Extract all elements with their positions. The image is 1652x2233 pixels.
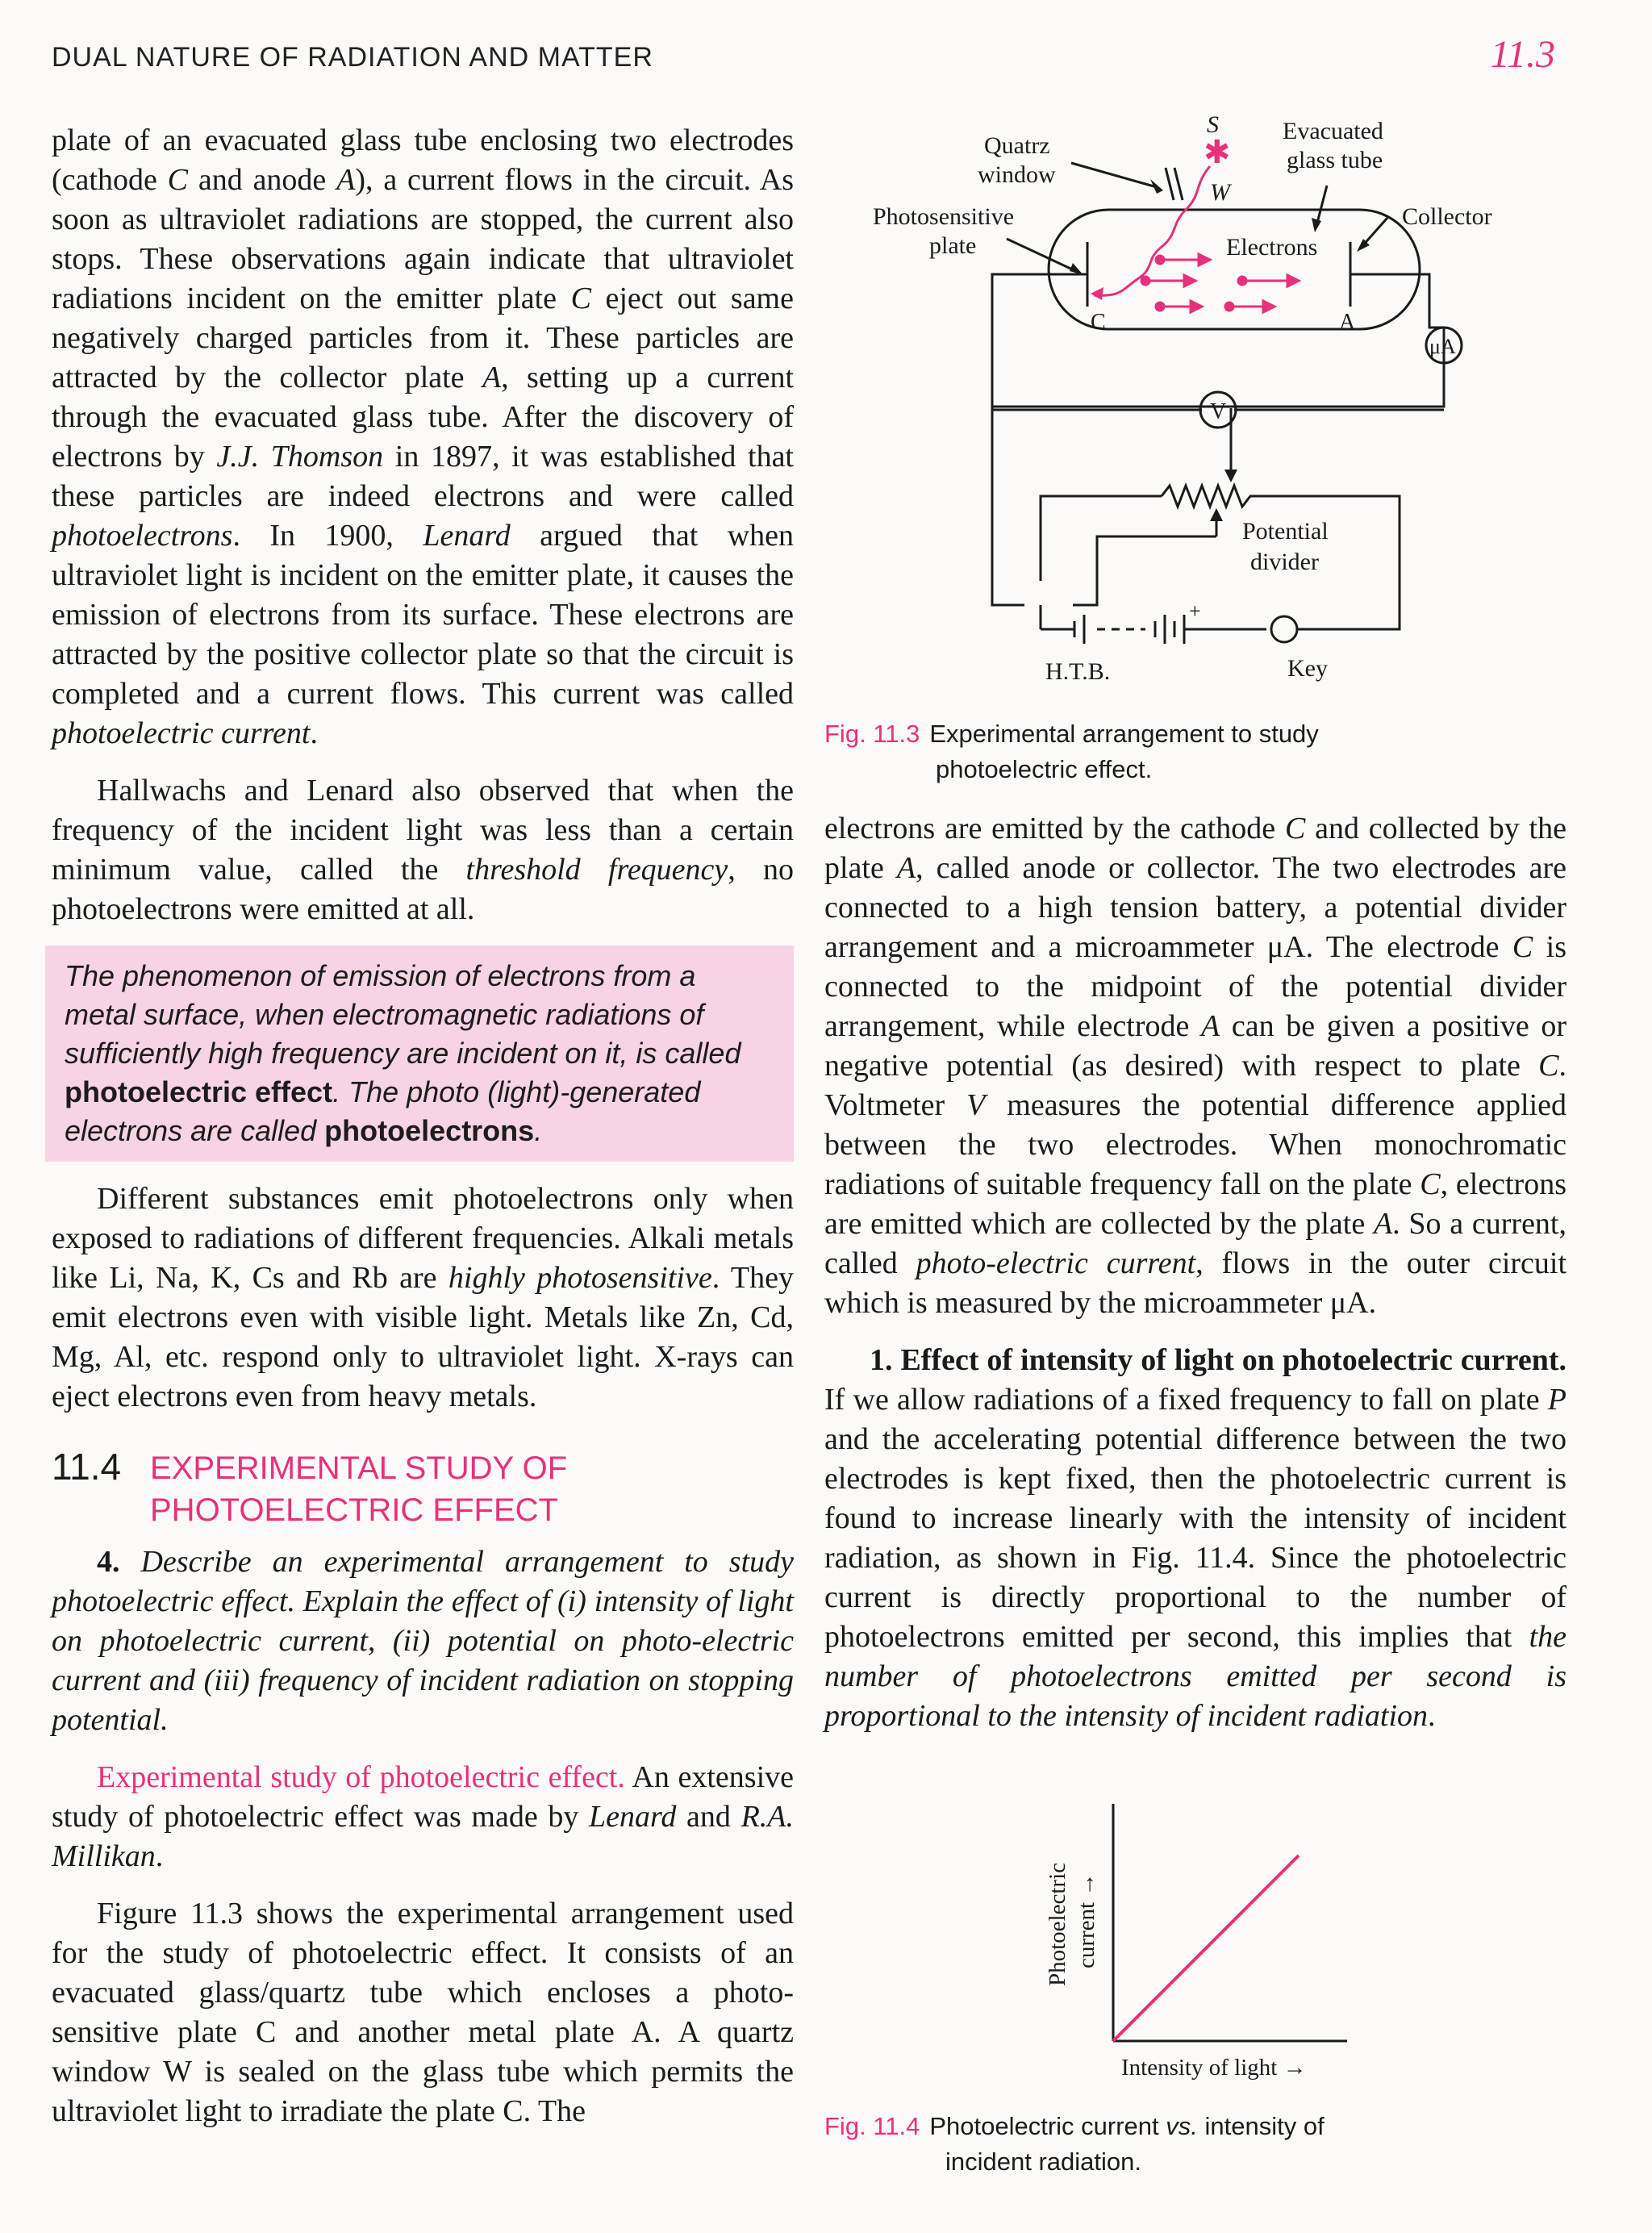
light-source-star-icon: ✱ bbox=[1204, 134, 1231, 170]
label-a: A bbox=[1339, 310, 1356, 335]
paragraph-circuit-description: electrons are emitted by the cathode C and collected by the plate A, called anode or collector. The two electrodes are connected to a high tension battery, a potential divider arrangement and a microammeter μA. The electrode C is connected to the midpoint of the potential divider arrangement, while electrode A can be given a positive or negative potential (as desired) with respect to plate C. Voltmeter V measures the potential difference applied between the two electrodes. When monochromatic radiations of suitable frequency fall on the plate C, electrons are emitted which are collected by the plate A. So a current, called photo-electric current, flows in the outer circuit which is measured by the microammeter μA. bbox=[824, 812, 1567, 1320]
rheostat-tap-arrow-icon bbox=[1210, 508, 1223, 521]
label-divider: divider bbox=[1250, 549, 1319, 575]
label-quartz-1: Quatrz bbox=[984, 132, 1050, 159]
page-number: 11.3 bbox=[1490, 33, 1555, 76]
electron-flow bbox=[1141, 254, 1299, 312]
label-c: C bbox=[1091, 310, 1106, 335]
label-microammeter: μA bbox=[1429, 335, 1456, 358]
paragraph-substances: Different substances emit photoelectrons only when exposed to radiations of different frequencies. Alkali metals like Li, Na, K, Cs and Rb are highly photosensitive. They emit electrons even with visible light. Metals like Zn, Cd, Mg, Al, etc. respond only to ultraviolet light. X-rays can eject electrons even from heavy metals. bbox=[52, 1182, 795, 1413]
figure-11-4-chart bbox=[1024, 1791, 1395, 2089]
label-collector: Collector bbox=[1402, 203, 1492, 230]
label-s: S bbox=[1207, 111, 1219, 138]
question: 4. Describe an experimental arrangement to study photoelectric effect. Explain the effect of (i) intensity of light on photoelectric current, (ii) potential on photo-electric current and (iii) frequency of incident radiation on stopping potential. bbox=[52, 1545, 795, 1737]
section-title: EXPERIMENTAL STUDY OF PHOTOELECTRIC EFFECT bbox=[150, 1450, 568, 1528]
label-electrons: Electrons bbox=[1226, 234, 1318, 261]
label-tube-1: Evacuated bbox=[1283, 118, 1383, 144]
paragraph-intro: plate of an evacuated glass tube enclosing two electrodes (cathode C and anode A), a current flows in the circuit. As soon as ultraviolet radiations are stopped, the current also stops. These observations again indicate that ultraviolet radiations incident on the emitter plate C eject out same negatively charged particles from it. These particles are attracted by the collector plate A, setting up a current through the evacuated glass tube. After the discovery of electrons by J.J. Thomson in 1897, it was established that these particles are indeed electrons and were called photoelectrons. In 1900, Lenard argued that when ultraviolet light is incident on the emitter plate, it causes the emission of electrons from its surface. These electrons are attracted by the positive collector plate so that the circuit is completed and a current flows. This current was called photoelectric current. bbox=[52, 123, 794, 750]
series-line-0 bbox=[1113, 1855, 1299, 2041]
y-axis-label-2: current → bbox=[1074, 1872, 1099, 1968]
paragraph-experimental: Experimental study of photoelectric effect. An extensive study of photoelectric effect was made by Lenard and R.A. Millikan. bbox=[52, 1760, 794, 1873]
rheostat-arrow-icon bbox=[1224, 470, 1237, 482]
label-w: W bbox=[1210, 179, 1230, 206]
left-column bbox=[52, 121, 794, 2131]
section-heading bbox=[52, 1447, 794, 1531]
label-photosensitive-2: plate bbox=[929, 232, 977, 259]
label-quartz-2: window bbox=[978, 161, 1056, 188]
label-photosensitive-1: Photosensitive bbox=[873, 203, 1015, 230]
right-column bbox=[824, 809, 1566, 1736]
label-htb: H.T.B. bbox=[1045, 658, 1111, 685]
paragraph-threshold: Hallwachs and Lenard also observed that when the frequency of the incident light was less than a certain minimum value, called the threshold frequency, no photoelectrons were emitted at all. bbox=[52, 774, 794, 926]
y-axis-label-1: Photoelectric bbox=[1045, 1862, 1070, 1986]
figure-11-4-caption: Fig. 11.4 Photoelectric current vs. intensity of incident radiation. bbox=[824, 2112, 1325, 2176]
paragraph-figure-description: Figure 11.3 shows the experimental arrangement used for the study of photoelectric effect. It consists of an evacuated glass/quartz tube which encloses a photo- sensitive plate C and another metal plate A. A quartz window W is sealed on the glass tube which permits the ultraviolet light to irradiate the plate C. The bbox=[52, 1897, 794, 2128]
paragraph-intensity-effect: 1. Effect of intensity of light on photoelectric current. If we allow radiations of a fixed frequency to fall on plate P and the accelerating potential difference between the two electrodes is kept fixed, then the photoelectric current is found to increase linearly with the intensity of incident radiation, as shown in Fig. 11.4. Since the photoelectric current is directly proportional to the number of photoelectrons emitted per second, this implies that the number of photoelectrons emitted per second is proportional to the intensity of incident radiation. bbox=[824, 1343, 1566, 1733]
x-axis-label: Intensity of light → bbox=[1121, 2055, 1307, 2081]
definition-box: The phenomenon of emission of electrons from a metal surface, when electromagnetic radiations of sufficiently high frequency are incident on it, is called photoelectric effect. The photo (light)-generated electrons are called photoelectrons. bbox=[45, 945, 794, 1162]
figure-11-3-circuit bbox=[855, 97, 1533, 710]
running-head: DUAL NATURE OF RADIATION AND MATTER bbox=[52, 42, 653, 73]
label-potential: Potential bbox=[1242, 518, 1329, 545]
figure-11-3-caption: Fig. 11.3 Experimental arrangement to study photoelectric effect. bbox=[824, 720, 1319, 783]
label-voltmeter: V bbox=[1210, 399, 1227, 424]
label-key: Key bbox=[1287, 655, 1328, 682]
section-number: 11.4 bbox=[52, 1446, 122, 1488]
label-plus: + bbox=[1189, 599, 1201, 623]
label-tube-2: glass tube bbox=[1287, 147, 1383, 173]
